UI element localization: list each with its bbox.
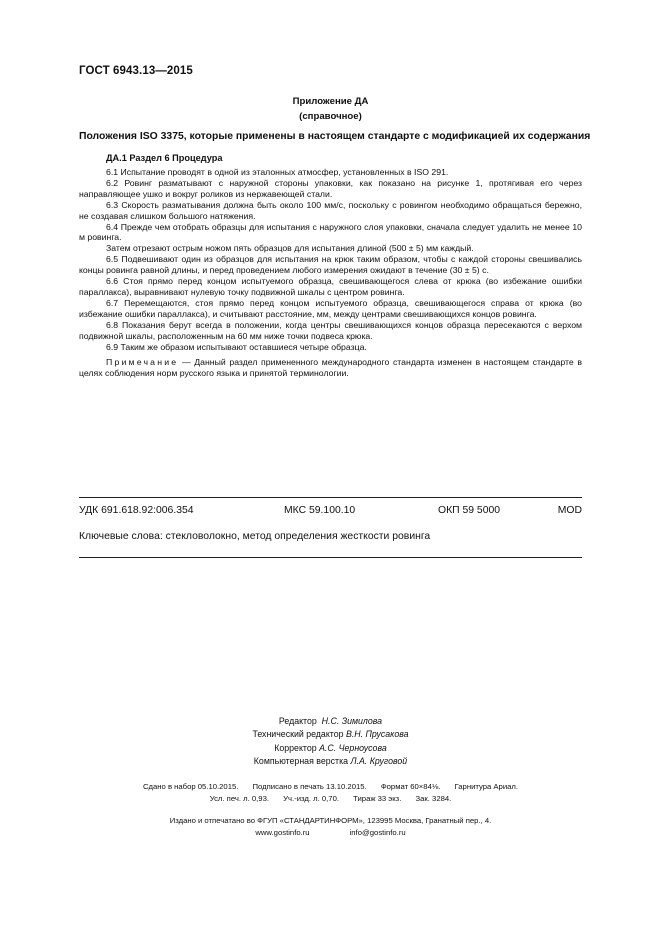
paragraph-6-4: 6.4 Прежде чем отобрать образцы для испытания с наружного слоя упаковки, сначала следует удалить не менее 10 м ровинга. [79, 221, 582, 243]
print-date: Подписано в печать 13.10.2015. [252, 782, 367, 791]
order-number: Зак. 3284. [415, 794, 452, 803]
credit-role: Редактор [278, 716, 317, 726]
publisher-website[interactable]: www.gostinfo.ru [255, 828, 310, 837]
credit-name: В.Н. Прусакова [345, 729, 409, 740]
imprint-line-1 [79, 781, 582, 793]
annex-title: Приложение ДА [292, 96, 369, 107]
annex-heading: Положения ISO 3375, которые применены в настоящем стандарте с модификацией их содержания [79, 131, 591, 142]
credit-line [79, 742, 582, 755]
document-code: ГОСТ 6943.13—2015 [79, 65, 193, 77]
note-label: Примечание [106, 357, 179, 368]
credit-line [79, 715, 582, 728]
udk-code: УДК 691.618.92:006.354 [79, 505, 194, 516]
paragraph-6-7: 6.7 Перемещаются, стоя прямо перед концом испытуемого образца, свешивающегося справа от крюка (во избежание ошибки параллакса), и считывают расстояние, мм, между центрами свешивающихся концов ровинга. [79, 297, 582, 319]
keywords: Ключевые слова: стекловолокно, метод определения жесткости ровинга [79, 531, 431, 542]
publisher-contacts [79, 827, 582, 839]
section-title: ДА.1 Раздел 6 Процедура [106, 153, 223, 163]
paragraph-6-1: 6.1 Испытание проводят в одной из эталонных атмосфер, установленных в ISO 291. [106, 167, 449, 177]
publisher-sheets: Уч.-изд. л. 0,70. [283, 794, 339, 803]
credit-line [79, 728, 582, 741]
imprint [79, 781, 582, 805]
credit-name: Н.С. Зимилова [321, 716, 383, 726]
credit-role: Технический редактор [252, 729, 344, 740]
credit-name: А.С. Черноусова [319, 742, 387, 753]
credit-role: Корректор [274, 742, 317, 753]
credit-role: Компьютерная верстка [253, 756, 349, 767]
mks-code: МКС 59.100.10 [284, 505, 356, 516]
credit-name: Л.А. Круговой [350, 756, 408, 767]
procedure-body [79, 167, 582, 379]
imprint-line-2 [79, 793, 582, 805]
paragraph-6-3: 6.3 Скорость разматывания должна быть около 100 мм/с, поскольку с ровингом необходимо обращаться бережно, не создавая слишком большого натяжения. [79, 199, 582, 221]
paragraph-6-8: 6.8 Показания берут всегда в положении, когда центры свешивающихся концов образца пересекаются с верхом подвижной шкалы, расположенным на 60 мм ниже точки подвеса крюка. [79, 319, 582, 341]
credit-line [79, 755, 582, 768]
annex-status: (справочное) [299, 111, 362, 122]
printed-sheets: Усл. печ. л. 0,93. [209, 794, 269, 803]
note [79, 357, 582, 379]
paragraph-6-4-cont: Затем отрезают острым ножом пять образцов для испытания длиной (500 ± 5) мм каждый. [106, 243, 474, 254]
mod-code: MOD [557, 505, 582, 516]
paper-format: Формат 60×84⅛. [380, 782, 441, 791]
credits-block [79, 715, 582, 769]
note-text: — Данный раздел примененного международного стандарта изменен в настоящем стандарте в целях соблюдения норм русского языка и принятой терминологии. [79, 357, 582, 379]
publisher-email[interactable]: info@gostinfo.ru [349, 828, 406, 837]
paragraph-6-2: 6.2 Ровинг разматывают с наружной стороны упаковки, как показано на рисунке 1, протягивая его через направляющее ушко и вокруг роликов из нержавеющей стали. [79, 177, 582, 199]
typeset-date: Сдано в набор 05.10.2015. [142, 782, 239, 791]
paragraph-6-6: 6.6 Стоя прямо перед концом испытуемого образца, свешивающегося слева от крюка (во избежание ошибки параллакса), выравнивают нулевую точку подвижной шкалы с центром ровинга. [79, 276, 582, 297]
print-run: Тираж 33 экз. [353, 794, 402, 803]
divider-top [79, 497, 582, 498]
paragraph-6-5: 6.5 Подвешивают один из образцов для испытания на крюк таким образом, чтобы с каждой стороны свешивались концы ровинга равной длины, и перед проведением любого измерения ожидают в течение (30 ± 5) с. [79, 254, 582, 276]
okp-code: ОКП 59 5000 [438, 505, 501, 516]
publisher-address: Издано и отпечатано во ФГУП «СТАНДАРТИНФОРМ», 123995 Москва, Гранатный пер., 4. [169, 816, 492, 825]
publisher-block [79, 815, 582, 839]
paragraph-6-9: 6.9 Таким же образом испытывают оставшиеся четыре образца. [106, 341, 367, 352]
divider-bottom [79, 557, 582, 558]
typeface: Гарнитура Ариал. [454, 782, 519, 791]
